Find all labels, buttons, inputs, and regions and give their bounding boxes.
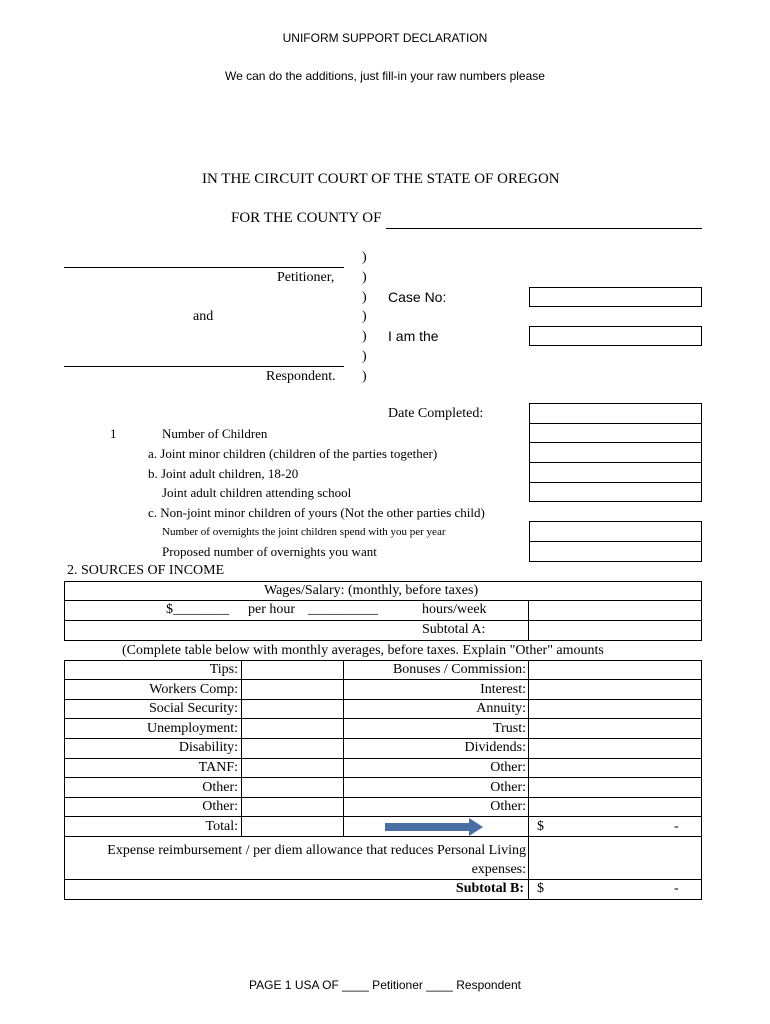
case-no-label: Case No: [388, 289, 447, 305]
income-col-divider [528, 660, 529, 900]
section1-title: Number of Children [162, 426, 268, 441]
income-label-tanf: TANF: [198, 760, 238, 775]
income-label-total: Total: [205, 819, 238, 834]
joint-adult-children-field[interactable] [529, 462, 702, 483]
hours-field[interactable]: __________ [308, 602, 378, 617]
income-label-annuity: Annuity: [476, 701, 526, 716]
county-input-line[interactable] [386, 228, 702, 229]
workers-comp-amount-field[interactable] [243, 681, 342, 698]
annuity-amount-field[interactable] [530, 700, 701, 717]
court-heading: IN THE CIRCUIT COURT OF THE STATE OF OREGON [202, 171, 560, 187]
petitioner-name-line[interactable] [64, 267, 344, 268]
children-item: b. Joint adult children, 18-20 [148, 466, 299, 481]
income-row-divider [64, 816, 702, 817]
form-title: UNIFORM SUPPORT DECLARATION [282, 31, 488, 45]
subtotal-a-field[interactable] [530, 622, 701, 640]
petitioner-label: Petitioner, [277, 270, 335, 285]
income-label-other: Other: [202, 780, 238, 795]
income-label-dividends: Dividends: [464, 740, 526, 755]
expense-reimbursement-label-cont: expenses: [471, 862, 526, 877]
respondent-label: Respondent. [266, 369, 336, 384]
subtotal-b-value: - [674, 881, 679, 896]
social-security-amount-field[interactable] [243, 700, 342, 717]
number-of-children-field[interactable] [529, 423, 702, 443]
income-row-divider [64, 718, 702, 719]
income-label-social-security: Social Security: [148, 701, 238, 716]
interest-amount-field[interactable] [530, 681, 701, 698]
page-footer: PAGE 1 USA OF ____ Petitioner ____ Respondent [249, 978, 521, 992]
wages-row-divider [64, 620, 702, 621]
and-label: and [193, 309, 214, 324]
dividends-amount-field[interactable] [530, 739, 701, 756]
overnights-field[interactable] [529, 521, 702, 542]
total-dollar-sign: $ [537, 819, 544, 834]
section2-title: 2. SOURCES OF INCOME [67, 563, 225, 578]
disability-amount-field[interactable] [243, 739, 342, 756]
caption-paren: ) [362, 290, 367, 305]
tips-amount-field[interactable] [243, 661, 342, 678]
income-row-divider [64, 879, 702, 880]
joint-adult-school-field[interactable] [529, 482, 702, 502]
joint-minor-children-field[interactable] [529, 442, 702, 463]
other-amount-field[interactable] [530, 798, 701, 815]
income-label-other: Other: [490, 799, 526, 814]
total-value: - [674, 819, 679, 834]
children-item: Joint adult children attending school [162, 485, 352, 500]
caption-paren: ) [362, 250, 367, 265]
unemployment-amount-field[interactable] [243, 720, 342, 737]
caption-paren: ) [362, 349, 367, 364]
i-am-the-field[interactable] [529, 326, 702, 346]
caption-paren: ) [362, 270, 367, 285]
subtotal-b-dollar-sign: $ [537, 881, 544, 896]
other-amount-field[interactable] [243, 798, 342, 815]
bonuses-amount-field[interactable] [530, 661, 701, 678]
table-instruction: (Complete table below with monthly averages, before taxes. Explain "Other" amounts [122, 643, 604, 658]
caption-paren: ) [362, 329, 367, 344]
per-hour-label: per hour [248, 602, 296, 617]
trust-amount-field[interactable] [530, 720, 701, 737]
right-arrow-icon [385, 818, 485, 836]
other-amount-field[interactable] [530, 759, 701, 776]
county-label: FOR THE COUNTY OF [231, 210, 382, 226]
expense-reimbursement-field[interactable] [530, 838, 701, 878]
income-label-trust: Trust: [493, 721, 526, 736]
income-col-divider [343, 660, 344, 836]
form-instruction: We can do the additions, just fill-in your raw numbers please [225, 69, 545, 83]
subtotal-a-label: Subtotal A: [422, 622, 486, 637]
children-item: c. Non-joint minor children of yours (Not the other parties child) [148, 505, 485, 520]
caption-paren: ) [362, 369, 367, 384]
date-completed-label: Date Completed: [388, 406, 484, 421]
wages-col-divider [528, 600, 529, 641]
caption-paren: ) [362, 309, 367, 324]
income-label-other: Other: [490, 760, 526, 775]
wages-amount-field[interactable] [530, 602, 701, 620]
income-label-interest: Interest: [480, 682, 526, 697]
other-amount-field[interactable] [243, 779, 342, 796]
children-item: Number of overnights the joint children spend with you per year [162, 526, 446, 538]
children-item: a. Joint minor children (children of the parties together) [148, 446, 438, 461]
income-label-unemployment: Unemployment: [147, 721, 238, 736]
children-item: Proposed number of overnights you want [162, 544, 377, 559]
income-label-other: Other: [202, 799, 238, 814]
section1-number: 1 [110, 426, 117, 441]
total-amount-field[interactable] [243, 818, 342, 835]
subtotal-b-label: Subtotal B: [455, 881, 524, 896]
income-label-workers-comp: Workers Comp: [149, 682, 238, 697]
hourly-rate-field[interactable]: $________ [166, 602, 229, 617]
expense-reimbursement-label: Expense reimbursement / per diem allowance that reduces Personal Living [107, 843, 526, 858]
i-am-the-label: I am the [388, 328, 439, 344]
respondent-name-line[interactable] [64, 366, 344, 367]
date-completed-field[interactable] [529, 403, 702, 424]
proposed-overnights-field[interactable] [529, 541, 702, 562]
hours-week-label: hours/week [422, 602, 487, 617]
income-col-divider [241, 660, 242, 836]
income-row-divider [64, 777, 702, 778]
income-row-divider [64, 679, 702, 680]
income-label-bonuses: Bonuses / Commission: [392, 662, 526, 677]
wages-header: Wages/Salary: (monthly, before taxes) [264, 583, 479, 598]
income-label-other: Other: [490, 780, 526, 795]
income-label-tips: Tips: [209, 662, 238, 677]
case-no-field[interactable] [529, 287, 702, 307]
wages-row-divider [64, 600, 702, 601]
other-amount-field[interactable] [530, 779, 701, 796]
tanf-amount-field[interactable] [243, 759, 342, 776]
income-row-divider [64, 836, 702, 837]
income-label-disability: Disability: [178, 740, 238, 755]
